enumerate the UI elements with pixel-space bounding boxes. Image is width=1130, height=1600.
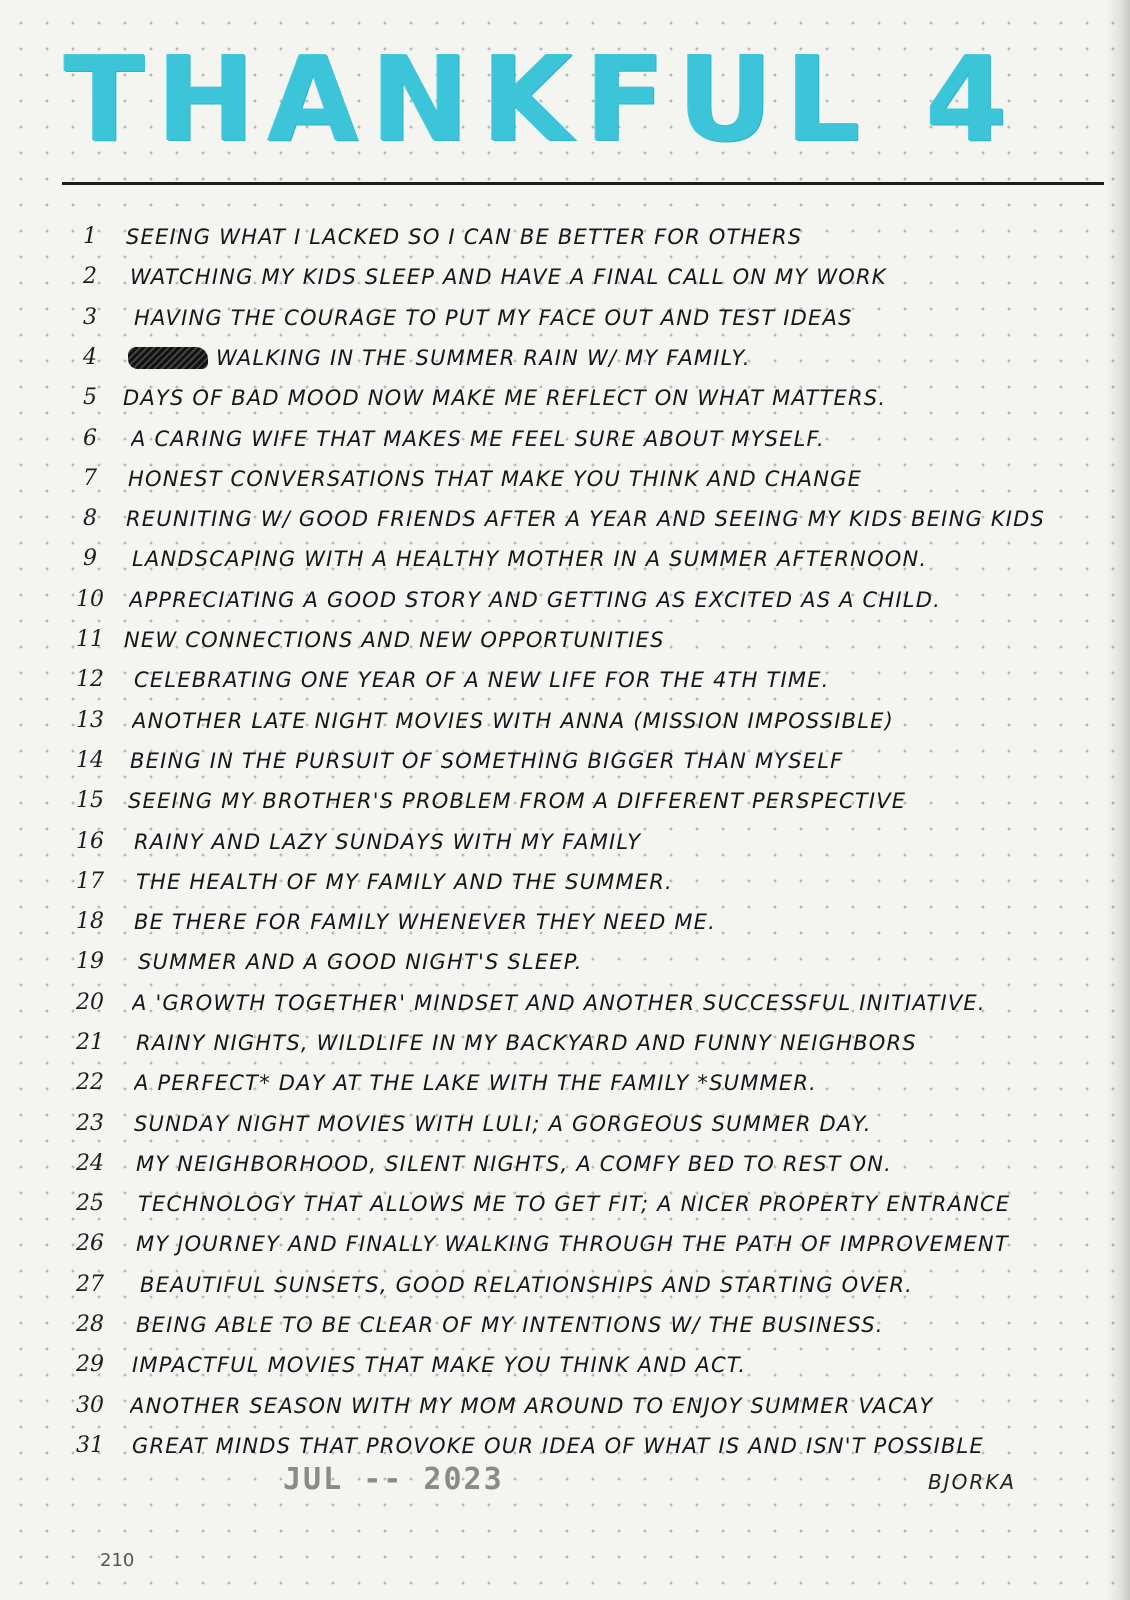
list-item [0,1229,1130,1259]
entry-text: HONEST CONVERSATIONS THAT MAKE YOU THINK AND CHANGE [128,467,863,491]
list-item [0,1028,1130,1058]
entry-text: GREAT MINDS THAT PROVOKE OUR IDEA OF WHAT IS AND ISN'T POSSIBLE [132,1434,984,1458]
scribble-icon [128,347,208,369]
entry-number: 27 [76,1272,104,1297]
entry-text: IMPACTFUL MOVIES THAT MAKE YOU THINK AND ACT. [132,1353,747,1377]
entry-number: 17 [76,869,104,894]
entry-text: APPRECIATING A GOOD STORY AND GETTING AS EXCITED AS A CHILD. [129,588,941,612]
entry-number: 21 [76,1030,104,1055]
entry-number: 5 [83,385,97,410]
entry-text: TECHNOLOGY THAT ALLOWS ME TO GET FIT; A NICER PROPERTY ENTRANCE [138,1192,1011,1216]
entry-text: NEW CONNECTIONS AND NEW OPPORTUNITIES [124,628,665,652]
entry-number: 28 [76,1312,104,1337]
entry-number: 8 [83,506,97,531]
list-item [0,786,1130,816]
entry-text: A CARING WIFE THAT MAKES ME FEEL SURE ABOUT MYSELF. [131,427,825,451]
entry-number: 10 [76,587,104,612]
entry-number: 18 [76,909,104,934]
list-item [0,1431,1130,1461]
list-item [0,343,1130,373]
entry-text: DAYS OF BAD MOOD NOW MAKE ME REFLECT ON WHAT MATTERS. [123,386,887,410]
entry-number: 22 [76,1070,104,1095]
title-divider [62,182,1104,185]
entry-text: RAINY AND LAZY SUNDAYS WITH MY FAMILY [134,830,642,854]
list-item [0,1149,1130,1179]
entry-text: SEEING MY BROTHER'S PROBLEM FROM A DIFFERENT PERSPECTIVE [128,789,907,813]
entry-number: 23 [76,1111,104,1136]
entry-number: 16 [76,829,104,854]
entry-number: 11 [76,627,104,652]
entry-number: 12 [76,667,104,692]
list-item [0,424,1130,454]
entry-text: A PERFECT* DAY AT THE LAKE WITH THE FAMILY *SUMMER. [134,1071,818,1095]
list-item [0,1068,1130,1098]
entry-text: BEING IN THE PURSUIT OF SOMETHING BIGGER THAN MYSELF [130,749,844,773]
entry-text: SUNDAY NIGHT MOVIES WITH LULI; A GORGEOUS SUMMER DAY. [134,1112,872,1136]
entry-text: BEING ABLE TO BE CLEAR OF MY INTENTIONS W/ THE BUSINESS. [136,1313,884,1337]
page-title: THANKFUL 4 [64,30,1020,168]
entry-text: BE THERE FOR FAMILY WHENEVER THEY NEED ME. [134,910,717,934]
list-item [0,504,1130,534]
list-item [0,867,1130,897]
entry-text: SUMMER AND A GOOD NIGHT'S SLEEP. [138,950,583,974]
entry-text: THE HEALTH OF MY FAMILY AND THE SUMMER. [136,870,673,894]
entry-number: 20 [76,990,104,1015]
date-stamp: JUL -- 2023 [283,1462,504,1497]
list-item [0,988,1130,1018]
list-item [0,1270,1130,1300]
entry-number: 2 [83,264,97,289]
entry-number: 19 [76,949,104,974]
list-item [0,262,1130,292]
entry-text: RAINY NIGHTS, WILDLIFE IN MY BACKYARD AND FUNNY NEIGHBORS [136,1031,917,1055]
list-item [0,706,1130,736]
list-item [0,1109,1130,1139]
entry-number: 7 [83,466,97,491]
entry-text: HAVING THE COURAGE TO PUT MY FACE OUT AND TEST IDEAS [134,306,853,330]
entry-number: 24 [76,1151,104,1176]
entry-text: BEAUTIFUL SUNSETS, GOOD RELATIONSHIPS AND STARTING OVER. [140,1273,914,1297]
list-item [0,544,1130,574]
entry-text [128,343,1108,373]
entry-text: ANOTHER LATE NIGHT MOVIES WITH ANNA (MISSION IMPOSSIBLE) [132,709,894,733]
entry-number: 14 [76,748,104,773]
entry-number: 3 [83,305,97,330]
entry-text: CELEBRATING ONE YEAR OF A NEW LIFE FOR THE 4TH TIME. [134,668,830,692]
entry-number: 15 [76,788,104,813]
entry-number: 26 [76,1231,104,1256]
entry-number: 25 [76,1191,104,1216]
signature: BJORKA [928,1470,1017,1494]
list-item [0,746,1130,776]
entry-text: MY JOURNEY AND FINALLY WALKING THROUGH THE PATH OF IMPROVEMENT [136,1232,1009,1256]
entry-number: 4 [83,345,97,370]
entry-number: 9 [83,546,97,571]
page-number: 210 [100,1550,135,1571]
entry-number: 30 [76,1393,104,1418]
list-item [0,1391,1130,1421]
list-item [0,585,1130,615]
entry-number: 31 [76,1433,104,1458]
entry-text: A 'GROWTH TOGETHER' MINDSET AND ANOTHER SUCCESSFUL INITIATIVE. [132,991,986,1015]
entry-number: 29 [76,1352,104,1377]
list-item [0,907,1130,937]
list-item [0,947,1130,977]
list-item [0,464,1130,494]
entry-text: REUNITING W/ GOOD FRIENDS AFTER A YEAR AND SEEING MY KIDS BEING KIDS [126,507,1046,531]
list-item [0,383,1130,413]
list-item [0,303,1130,333]
entry-number: 13 [76,708,104,733]
entry-number: 1 [83,224,97,249]
list-item [0,827,1130,857]
entry-text-content: WALKING IN THE SUMMER RAIN W/ MY FAMILY. [216,346,751,370]
entry-text: ANOTHER SEASON WITH MY MOM AROUND TO ENJOY SUMMER VACAY [130,1394,934,1418]
list-item [0,1350,1130,1380]
list-item [0,665,1130,695]
entry-text: LANDSCAPING WITH A HEALTHY MOTHER IN A SUMMER AFTERNOON. [132,547,928,571]
entry-text: MY NEIGHBORHOOD, SILENT NIGHTS, A COMFY BED TO REST ON. [136,1152,893,1176]
entry-number: 6 [83,426,97,451]
list-item [0,625,1130,655]
list-item [0,1310,1130,1340]
list-item [0,222,1130,252]
entry-text: SEEING WHAT I LACKED SO I CAN BE BETTER FOR OTHERS [126,225,803,249]
list-item [0,1189,1130,1219]
entry-text: WATCHING MY KIDS SLEEP AND HAVE A FINAL CALL ON MY WORK [130,265,887,289]
